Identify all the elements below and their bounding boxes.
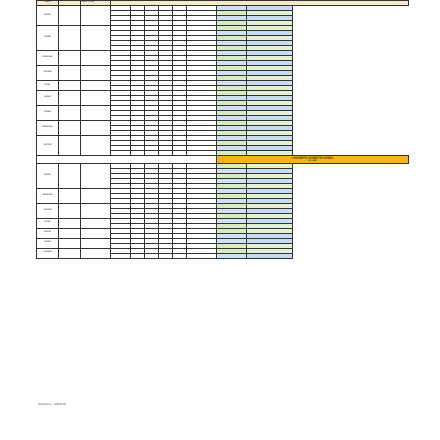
code-cell [159, 253, 173, 258]
time-cell [81, 248, 111, 258]
date-cell [59, 218, 81, 228]
date-cell [59, 238, 81, 248]
time-cell [81, 218, 111, 228]
holiday-title: CHINESE NEW YEAR [304, 156, 321, 157]
date-cell [59, 228, 81, 238]
holiday-row [37, 156, 409, 164]
time-cell [81, 238, 111, 248]
course-code-cell [217, 253, 247, 258]
day-cell: MONDAY [37, 163, 59, 188]
timetable-grid [36, 0, 409, 259]
day-cell: MONDAY [37, 228, 59, 238]
date-cell [59, 91, 81, 106]
day-cell: THURSDAY [37, 248, 59, 258]
day-cell: TUESDAY [37, 26, 59, 51]
date-cell [59, 6, 81, 26]
code-cell [111, 253, 131, 258]
time-cell [81, 106, 111, 121]
day-cell: THURSDAY [37, 203, 59, 218]
day-cell: WEDNESDAY [37, 51, 59, 66]
time-cell [81, 188, 111, 203]
time-cell [81, 136, 111, 156]
date-cell [59, 248, 81, 258]
holiday-banner [217, 156, 409, 164]
time-cell [81, 203, 111, 218]
day-cell: FRIDAY [37, 218, 59, 228]
venue-cell [187, 253, 217, 258]
day-cell: THURSDAY [37, 66, 59, 81]
date-cell [59, 136, 81, 156]
date-cell [59, 203, 81, 218]
day-cell: TUESDAY [37, 106, 59, 121]
holiday-blank [37, 156, 217, 164]
header-day: SUNDAY [37, 1, 59, 6]
code-cell [173, 253, 187, 258]
course-title-cell [247, 253, 293, 258]
day-cell: WEDNESDAY [37, 188, 59, 203]
day-cell: WEDNESDAY [37, 121, 59, 136]
day-cell: THURSDAY [37, 136, 59, 156]
date-cell [59, 106, 81, 121]
footnote: Printed by : 3/9/2015 [38, 402, 66, 406]
holiday-line2: (19 FEBRUARY 2015 (MONDAY) - REPLACEMENT) [291, 158, 334, 161]
time-cell [81, 91, 111, 106]
time-cell [81, 228, 111, 238]
day-cell: FRIDAY [37, 81, 59, 91]
day-cell: MONDAY [37, 91, 59, 106]
time-cell [81, 121, 111, 136]
time-cell [81, 66, 111, 81]
date-cell [59, 121, 81, 136]
code-cell [145, 253, 159, 258]
time-cell [81, 81, 111, 91]
date-cell [59, 26, 81, 51]
header-time: 2:30 pm - 5:30 pm [81, 1, 111, 6]
time-cell [81, 26, 111, 51]
day-cell: TUESDAY [37, 238, 59, 248]
holiday-line1: 19-21 FEBRUARY 2015 (SATURDAY & SUNDAY) [292, 156, 333, 159]
time-cell [81, 6, 111, 26]
holiday-line3: NO EXAM [308, 160, 317, 163]
date-cell [59, 188, 81, 203]
code-cell [131, 253, 145, 258]
exam-timetable [36, 0, 408, 398]
time-cell [81, 51, 111, 66]
date-cell [59, 51, 81, 66]
date-cell [59, 81, 81, 91]
time-cell [81, 163, 111, 188]
date-cell [59, 163, 81, 188]
day-cell: MONDAY [37, 6, 59, 26]
date-cell [59, 66, 81, 81]
